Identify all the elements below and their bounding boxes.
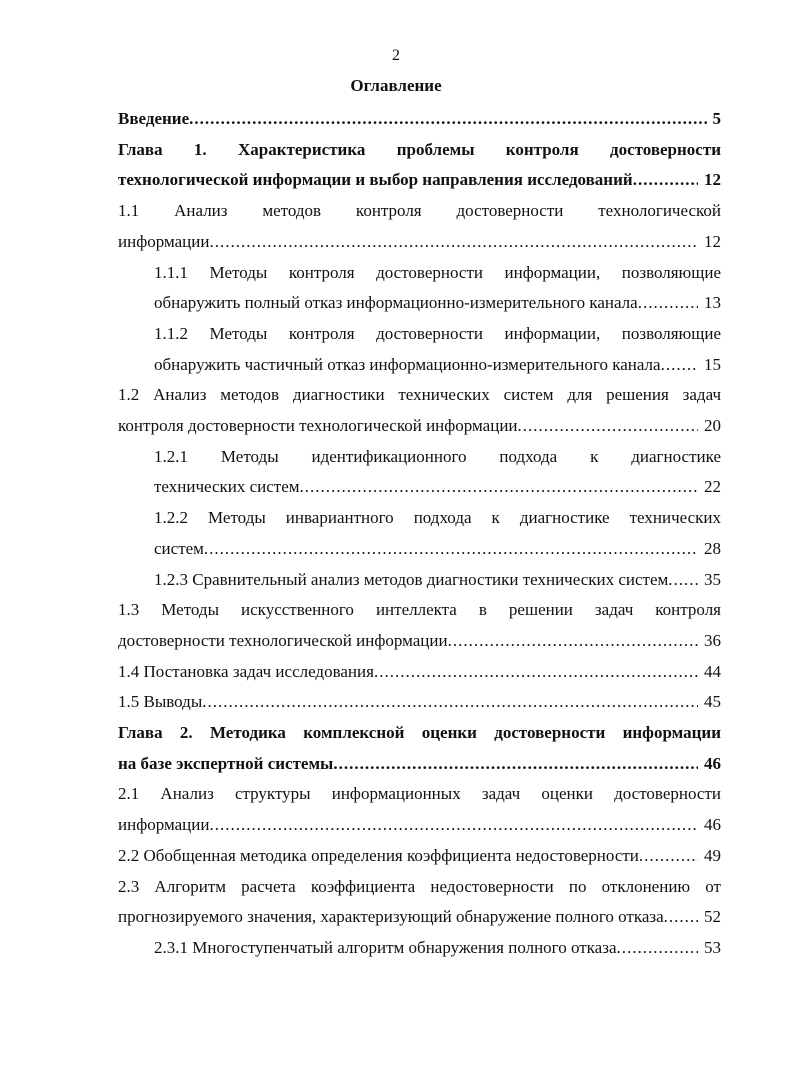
toc-entry-text-line: 1.2.2 Методы инвариантного подхода к диагностике технических (154, 508, 721, 528)
toc-entry[interactable] (118, 258, 721, 319)
toc-entry-last-line (154, 534, 721, 565)
toc-page-number: 46 (704, 815, 721, 835)
toc-entry-title: контроля достоверности технологической информации (118, 416, 518, 436)
toc-entry-text-line: 1.2.1 Методы идентификационного подхода к диагностике (154, 446, 721, 466)
toc-page-number: 13 (704, 293, 721, 313)
toc-entry-last-line (154, 350, 721, 381)
toc-entry-title: 2.2 Обобщенная методика определения коэффициента недостоверности (118, 845, 639, 865)
toc-page-number: 53 (704, 937, 721, 957)
toc-entry-text-line: 1.1 Анализ методов контроля достоверности технологической (118, 201, 721, 221)
toc-entry-title: 1.2.3 Сравнительный анализ методов диагностики технических систем (154, 569, 669, 589)
toc-entry-last-line (118, 165, 721, 196)
toc-entry-last-line (118, 841, 721, 872)
dot-leader (664, 902, 698, 933)
dot-leader (638, 288, 698, 319)
toc-entry-title: информации (118, 231, 210, 251)
toc-page-number: 45 (704, 692, 721, 712)
toc-entry-last-line (154, 933, 721, 964)
dot-leader (617, 933, 699, 964)
toc-entry-last-line (118, 626, 721, 657)
toc-entry[interactable] (118, 872, 721, 933)
toc-entry-text-line: 2.3 Алгоритм расчета коэффициента недостоверности по отклонению от (118, 876, 721, 896)
toc-entry-last-line (154, 565, 721, 596)
toc-entry-title: Введение (118, 109, 190, 128)
toc-entry-title: технических систем (154, 477, 300, 497)
toc-entry[interactable] (118, 841, 721, 872)
toc-entry-text-line: 1.1.1 Методы контроля достоверности информации, позволяющие (154, 262, 721, 282)
dot-leader (300, 472, 698, 503)
toc-page-number: 20 (704, 416, 721, 436)
toc-page-number: 44 (704, 661, 721, 681)
toc-entry-last-line (118, 657, 721, 688)
dot-leader (189, 104, 706, 135)
toc-entry[interactable] (118, 595, 721, 656)
toc-entry-last-line (154, 472, 721, 503)
toc-entry-last-line (118, 104, 721, 135)
toc-entry-last-line (118, 227, 721, 258)
toc-entry[interactable] (118, 196, 721, 257)
dot-leader (209, 227, 698, 258)
dot-leader (448, 626, 698, 657)
toc-entry-text-line: 1.3 Методы искусственного интеллекта в решении задач контроля (118, 600, 721, 620)
toc-entry[interactable] (118, 687, 721, 718)
toc-entry-text-line: Глава 1. Характеристика проблемы контроля достоверности (118, 139, 721, 159)
dot-leader (204, 534, 698, 565)
toc-entry-title: систем (154, 538, 204, 558)
toc-page-number: 28 (704, 538, 721, 558)
toc-entry-text-line: 1.2 Анализ методов диагностики технических систем для решения задач (118, 385, 721, 405)
toc-entry[interactable] (118, 718, 721, 779)
dot-leader (668, 565, 698, 596)
toc-entry[interactable] (118, 933, 721, 964)
page-number: 2 (392, 47, 400, 64)
toc-entry-title: информации (118, 815, 210, 835)
dot-leader (202, 687, 698, 718)
toc-page-number: 46 (704, 753, 721, 773)
dot-leader (374, 657, 698, 688)
toc-entry[interactable] (118, 657, 721, 688)
toc-page-number: 12 (704, 231, 721, 251)
toc-entry-last-line (118, 902, 721, 933)
dot-leader (333, 749, 698, 780)
toc-entry-last-line (154, 288, 721, 319)
toc-entry-title: 2.3.1 Многоступенчатый алгоритм обнаружения полного отказа (154, 937, 617, 957)
toc-entry-last-line (118, 411, 721, 442)
dot-leader (639, 841, 698, 872)
toc-entry-last-line (118, 687, 721, 718)
toc-page-number: 36 (704, 630, 721, 650)
toc-entry[interactable] (118, 565, 721, 596)
toc-entry[interactable] (118, 442, 721, 503)
toc-entry-title: технологической информации и выбор направления исследований (118, 170, 633, 190)
toc-entry[interactable] (118, 104, 721, 135)
toc-entry[interactable] (118, 135, 721, 196)
toc-entry-title: на базе экспертной системы (118, 753, 334, 773)
toc-page-number: 5 (712, 109, 721, 128)
toc-entry-text-line: 2.1 Анализ структуры информационных задач оценки достоверности (118, 784, 721, 804)
toc-page-number: 22 (704, 477, 721, 497)
toc-page-number: 15 (704, 354, 721, 374)
toc-entry-text-line: 1.1.2 Методы контроля достоверности информации, позволяющие (154, 323, 721, 343)
toc-page-number: 49 (704, 845, 721, 865)
table-of-contents (118, 104, 721, 964)
toc-entry-last-line (118, 810, 721, 841)
toc-entry-title: 1.4 Постановка задач исследования (118, 661, 374, 681)
toc-entry-title: обнаружить полный отказ информационно-измерительного канала (154, 293, 638, 313)
toc-entry[interactable] (118, 779, 721, 840)
toc-page-number: 12 (704, 170, 721, 190)
toc-entry-last-line (118, 749, 721, 780)
toc-entry-title: 1.5 Выводы (118, 692, 203, 712)
toc-entry-text-line: Глава 2. Методика комплексной оценки достоверности информации (118, 723, 721, 743)
toc-page-number: 52 (704, 907, 721, 927)
dot-leader (633, 165, 698, 196)
dot-leader (661, 350, 698, 381)
toc-entry[interactable] (118, 380, 721, 441)
toc-title: Оглавление (350, 76, 442, 95)
toc-entry-title: прогнозируемого значения, характеризующий обнаружение полного отказа (118, 907, 664, 927)
dot-leader (518, 411, 698, 442)
toc-page-number: 35 (704, 569, 721, 589)
dot-leader (209, 810, 698, 841)
toc-entry-title: обнаружить частичный отказ информационно-измерительного канала (154, 354, 661, 374)
toc-entry-title: достоверности технологической информации (118, 630, 448, 650)
toc-entry[interactable] (118, 503, 721, 564)
toc-entry[interactable] (118, 319, 721, 380)
